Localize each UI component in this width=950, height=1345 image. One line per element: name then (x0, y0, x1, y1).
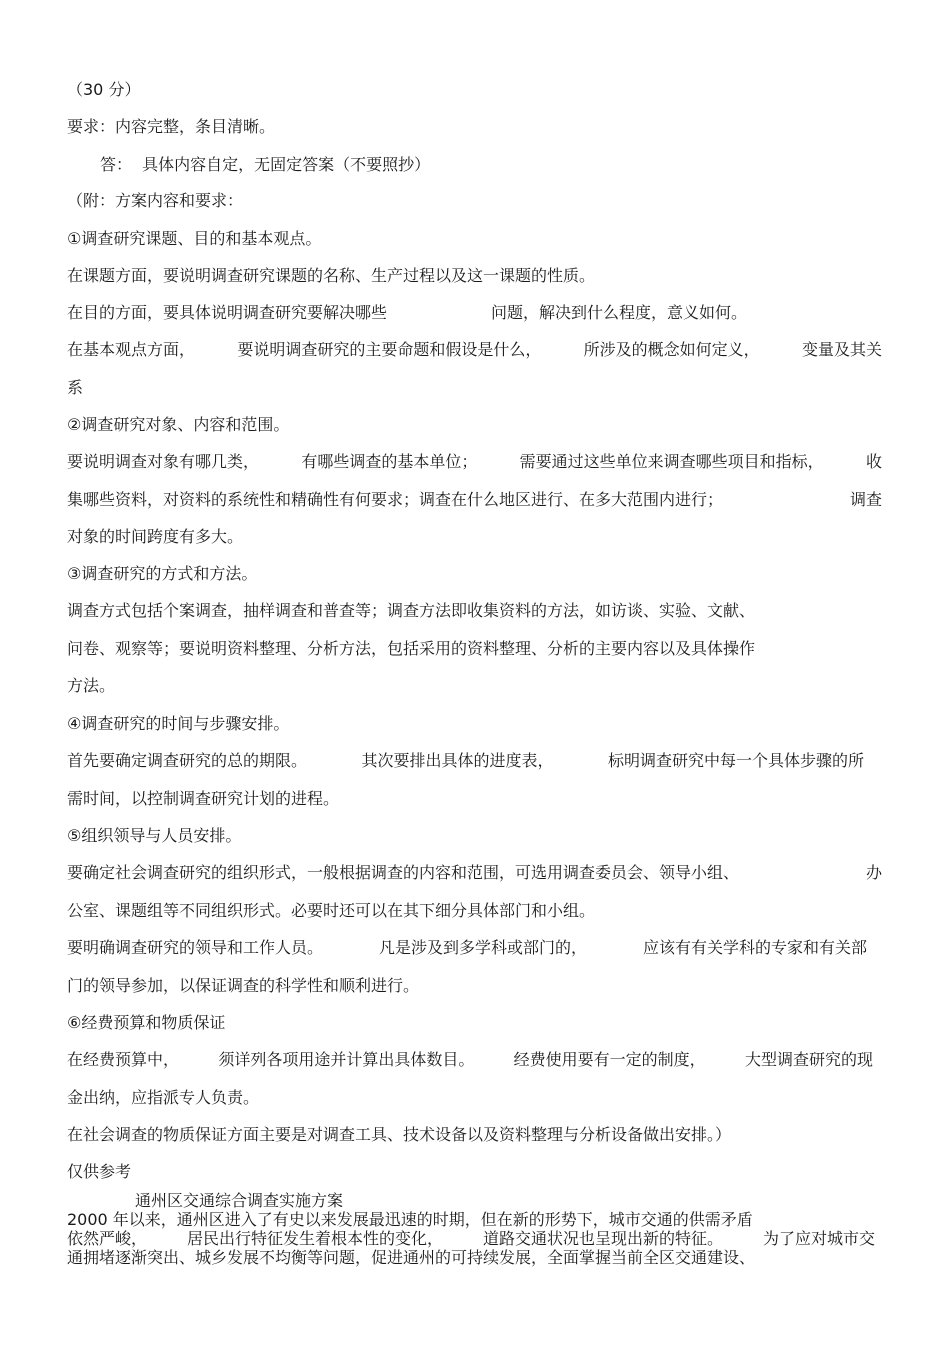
text-segment: 所涉及的概念如何定义， (583, 340, 760, 359)
plan-line-3: 通拥堵逐渐突出、城乡发展不均衡等问题，促进通州的可持续发展，全面掌握当前全区交通建设、 (67, 1248, 756, 1267)
requirement-line: 要求：内容完整，条目清晰。 (67, 117, 276, 136)
reference-note: 仅供参考 (67, 1162, 132, 1181)
text-segment: 收 (865, 452, 882, 471)
text-segment: 其次要排出具体的进度表， (361, 751, 554, 770)
text-segment: 凡是涉及到多学科或部门的， (378, 938, 587, 957)
text-segment: 在基本观点方面， (67, 340, 196, 359)
text-segment: 问题，解决到什么程度，意义如何。 (490, 303, 747, 322)
section-2-heading: ②调查研究对象、内容和范围。 (67, 415, 290, 434)
section-2-line-2 (67, 490, 882, 510)
section-3-heading: ③调查研究的方式和方法。 (67, 564, 258, 583)
section-6-line-1 (67, 1050, 873, 1070)
text-segment: 要确定社会调查研究的组织形式，一般根据调查的内容和范围，可选用调查委员会、领导小组、 (67, 863, 740, 882)
section-1-paragraph-3 (67, 340, 882, 360)
text-segment: 经费使用要有一定的制度， (513, 1050, 706, 1069)
section-5-line-4: 门的领导参加，以保证调查的科学性和顺利进行。 (67, 976, 420, 995)
text-segment: 在目的方面，要具体说明调查研究要解决哪些 (67, 303, 388, 322)
section-6-line-2: 金出纳，应指派专人负责。 (67, 1088, 260, 1107)
appendix-line: （附：方案内容和要求： (67, 191, 244, 210)
section-4-heading: ④调查研究的时间与步骤安排。 (67, 714, 290, 733)
section-5-line-1 (67, 863, 882, 883)
text-segment: 有哪些调查的基本单位； (301, 452, 478, 471)
section-2-line-1 (67, 452, 882, 472)
text-segment: 居民出行特征发生着根本性的变化， (186, 1229, 443, 1248)
text-segment: 集哪些资料，对资料的系统性和精确性有何要求；调查在什么地区进行、在多大范围内进行； (67, 490, 724, 509)
section-3-line-2: 问卷、观察等；要说明资料整理、分析方法，包括采用的资料整理、分析的主要内容以及具体操作 (67, 639, 756, 658)
section-6-line-3: 在社会调查的物质保证方面主要是对调查工具、技术设备以及资料整理与分析设备做出安排。） (67, 1125, 732, 1144)
text-segment: 首先要确定调查研究的总的期限。 (67, 751, 308, 770)
text-segment: 在经费预算中， (67, 1050, 180, 1069)
section-1-paragraph-3-cont: 系 (67, 378, 84, 397)
text-segment: 标明调查研究中每一个具体步骤的所 (607, 751, 864, 770)
answer-line: 答： 具体内容自定，无固定答案（不要照抄） (100, 155, 431, 174)
plan-line-2 (67, 1230, 875, 1248)
section-1-heading: ①调查研究课题、目的和基本观点。 (67, 229, 322, 248)
text-segment: 要说明调查对象有哪几类， (67, 452, 260, 471)
section-4-line-1 (67, 751, 864, 771)
plan-title: 通州区交通综合调查实施方案 (135, 1191, 344, 1210)
text-segment: 大型调查研究的现 (744, 1050, 873, 1069)
text-segment: 办 (865, 863, 882, 882)
text-segment: 变量及其关 (801, 340, 882, 359)
section-3-line-3: 方法。 (67, 676, 116, 695)
section-1-paragraph-2 (67, 303, 747, 323)
text-segment: 需要通过这些单位来调查哪些项目和指标， (519, 452, 824, 471)
score-line: （30 分） (67, 80, 141, 99)
text-segment: 要明确调查研究的领导和工作人员。 (67, 938, 324, 957)
text-segment: 依然严峻， (67, 1229, 148, 1248)
section-6-heading: ⑥经费预算和物质保证 (67, 1013, 226, 1032)
text-segment: 道路交通状况也呈现出新的特征。 (482, 1229, 723, 1248)
text-segment: 应该有有关学科的专家和有关部 (642, 938, 867, 957)
section-2-line-3: 对象的时间跨度有多大。 (67, 527, 244, 546)
text-segment: 须详列各项用途并计算出具体数目。 (218, 1050, 475, 1069)
plan-line-1: 2000 年以来，通州区进入了有史以来发展最迅速的时期，但在新的形势下，城市交通的供需矛盾 (67, 1210, 753, 1229)
section-3-line-1: 调查方式包括个案调查，抽样调查和普查等；调查方法即收集资料的方法，如访谈、实验、文献、 (67, 601, 756, 620)
section-5-line-3 (67, 938, 867, 958)
section-5-heading: ⑤组织领导与人员安排。 (67, 826, 242, 845)
text-segment: 要说明调查研究的主要命题和假设是什么， (237, 340, 542, 359)
text-segment: 调查 (849, 490, 882, 509)
section-5-line-2: 公室、课题组等不同组织形式。必要时还可以在其下细分具体部门和小组。 (67, 901, 596, 920)
section-4-line-2: 需时间，以控制调查研究计划的进程。 (67, 789, 340, 808)
section-1-paragraph-1: 在课题方面，要说明调查研究课题的名称、生产过程以及这一课题的性质。 (67, 266, 596, 285)
text-segment: 为了应对城市交 (762, 1229, 875, 1248)
